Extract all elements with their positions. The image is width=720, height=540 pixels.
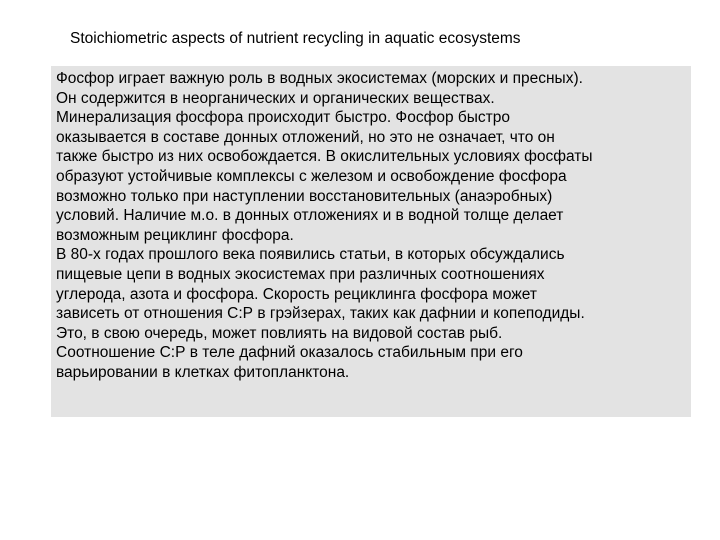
body-line: Он содержится в неорганических и органических веществах.: [56, 89, 495, 107]
body-line: Соотношение С:Р в теле дафний оказалось стабильным при его: [56, 344, 523, 362]
body-line: возможно только при наступлении восстановительных (анаэробных): [56, 187, 553, 205]
body-line: оказывается в составе донных отложений, но это не означает, что он: [56, 128, 555, 146]
body-line: зависеть от отношения С:Р в грэйзерах, таких как дафнии и копеподиды.: [56, 305, 585, 323]
body-line: также быстро из них освобождается. В окислительных условиях фосфаты: [56, 148, 593, 166]
body-line: условий. Наличие м.о. в донных отложениях и в водной толще делает: [56, 207, 564, 225]
body-line: образуют устойчивые комплексы с железом и освобождение фосфора: [56, 167, 567, 185]
body-line: Минерализация фосфора происходит быстро. Фосфор быстро: [56, 109, 510, 127]
slide-body-text: [56, 69, 706, 383]
body-line: Фосфор играет важную роль в водных экосистемах (морских и пресных).: [56, 70, 583, 87]
body-line: В 80-х годах прошлого века появились статьи, в которых обсуждались: [56, 246, 565, 264]
body-line: углерода, азота и фосфора. Скорость рециклинга фосфора может: [56, 285, 537, 303]
body-line: пищевые цепи в водных экосистемах при различных соотношениях: [56, 265, 545, 283]
body-line: Это, в свою очередь, может повлиять на видовой состав рыб.: [56, 324, 503, 342]
slide-title: Stoichiometric aspects of nutrient recycling in aquatic ecosystems: [70, 30, 521, 47]
body-line: возможным рециклинг фосфора.: [56, 226, 294, 244]
body-line: варьировании в клетках фитопланктона.: [56, 363, 350, 381]
